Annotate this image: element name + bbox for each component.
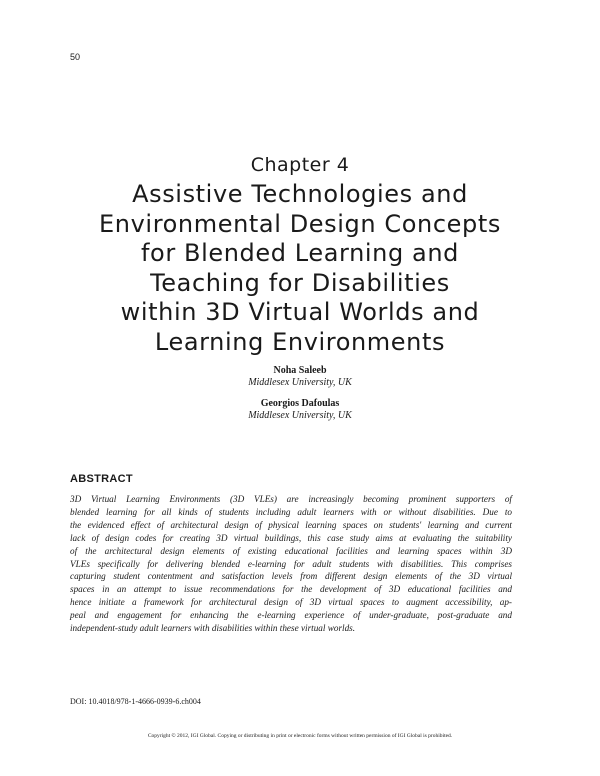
- page-number: 50: [70, 52, 81, 62]
- title-line: Environmental Design Concepts: [99, 209, 501, 238]
- abstract-line: capturing student contentment and satisfaction levels from different design elements of the 3D virtual: [70, 571, 512, 582]
- abstract-line: lack of design codes for creating 3D virtual buildings, this case study aims at evaluating the suitability: [70, 532, 512, 543]
- abstract-line: hence initiate a framework for architectural design of 3D virtual spaces to augment accessibility, ap-: [70, 597, 512, 608]
- copyright-notice: Copyright © 2012, IGI Global. Copying or distributing in print or electronic forms without written permission of IGI Global is prohibited.: [147, 733, 453, 739]
- author-name: Noha Saleeb: [273, 365, 327, 376]
- abstract-line: independent-study adult learners with disabilities within these virtual worlds.: [70, 623, 356, 634]
- author-name: Georgios Dafoulas: [260, 398, 340, 409]
- title-line: Teaching for Disabilities: [150, 268, 450, 297]
- title-line: for Blended Learning and: [141, 239, 459, 267]
- author-block: [0, 365, 600, 431]
- author: [0, 365, 600, 389]
- title-line: Assistive Technologies and: [132, 180, 468, 208]
- abstract-line: blended learning for all kinds of students including adult learners with or without disabilities. Due to: [70, 506, 512, 517]
- chapter-title: [40, 180, 560, 357]
- author-affiliation: Middlesex University, UK: [248, 410, 352, 421]
- abstract-line: VLEs specifically for delivering blended e-learning for adult students with disabilities. This comprises: [70, 558, 512, 569]
- abstract-heading: ABSTRACT: [70, 473, 133, 485]
- abstract-body: [70, 493, 512, 635]
- abstract-line: the evidenced effect of architectural design of physical learning spaces on students' learning and current: [70, 519, 512, 530]
- abstract-line: peal and engagement for enhancing the e-learning experience of under-graduate, post-graduate and: [70, 610, 512, 621]
- abstract-line: spaces in an attempt to issue recommendations for the development of 3D educational facilities and: [70, 584, 512, 595]
- author-affiliation: Middlesex University, UK: [248, 377, 352, 388]
- title-line: within 3D Virtual Worlds and: [120, 298, 480, 326]
- doi: DOI: 10.4018/978-1-4666-0939-6.ch004: [70, 697, 201, 706]
- author: [0, 398, 600, 422]
- abstract-line: of the architectural design elements of existing educational facilities and learning spaces within 3D: [70, 545, 512, 556]
- title-line: Learning Environments: [154, 327, 446, 356]
- chapter-label: Chapter 4: [250, 154, 350, 176]
- abstract-line: 3D Virtual Learning Environments (3D VLEs) are increasingly becoming prominent supporters of: [70, 494, 512, 504]
